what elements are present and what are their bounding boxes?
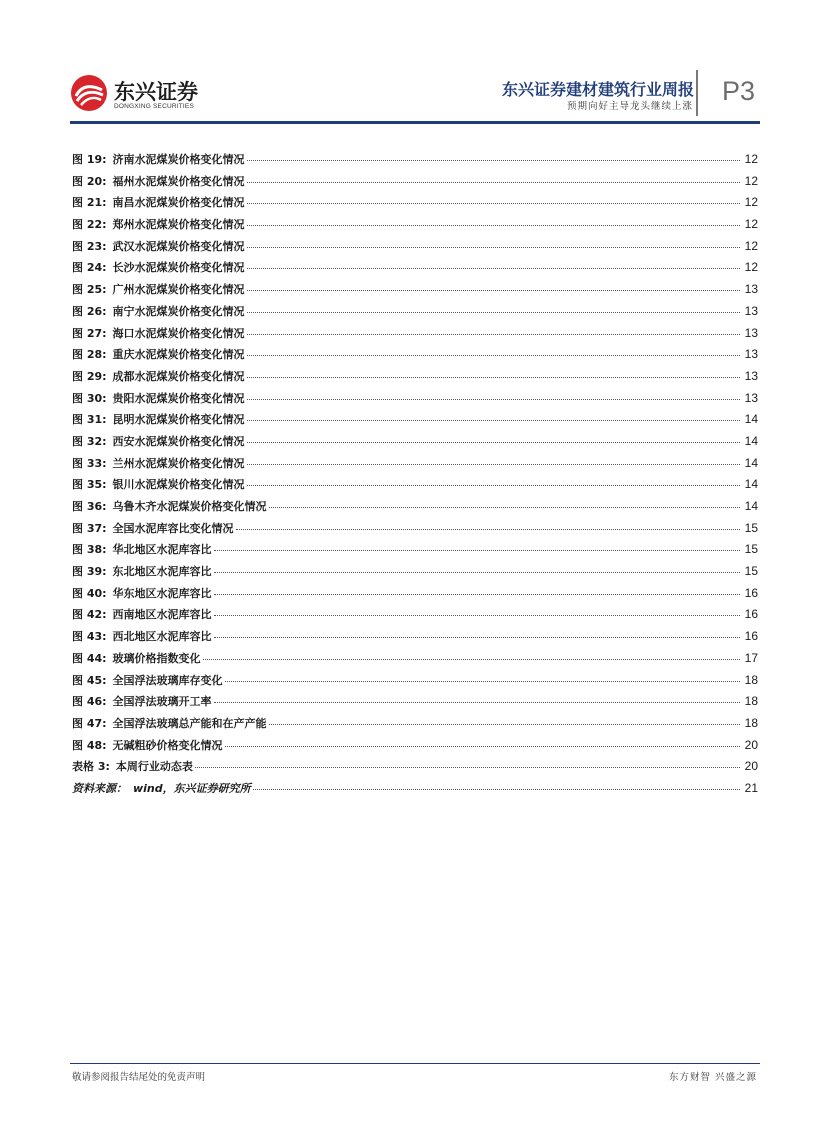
toc-entry-title: 昆明水泥煤炭价格变化情况 xyxy=(112,413,245,427)
toc-entry-page: 12 xyxy=(744,238,758,253)
toc-entry[interactable] xyxy=(72,672,758,694)
toc-entry[interactable] xyxy=(72,411,758,433)
toc-entry-label: 图 21: xyxy=(72,196,107,210)
toc-entry-title: 本周行业动态表 xyxy=(115,760,193,774)
toc-entry[interactable] xyxy=(72,693,758,715)
toc-entry[interactable] xyxy=(72,498,758,520)
logo-subtitle: DONGXING SECURITIES xyxy=(114,103,195,110)
toc-entry[interactable] xyxy=(72,151,758,173)
toc-entry-page: 12 xyxy=(744,260,758,275)
toc-entry-label: 图 32: xyxy=(72,434,107,448)
toc-entry-label: 图 39: xyxy=(72,565,107,579)
toc-entry-title: 全国浮法玻璃开工率 xyxy=(112,695,212,709)
toc-entry[interactable] xyxy=(72,325,758,347)
table-of-contents xyxy=(72,151,758,802)
toc-leader-dots xyxy=(225,746,740,747)
toc-entry[interactable] xyxy=(72,259,758,281)
toc-entry-label: 图 43: xyxy=(72,630,107,644)
toc-entry[interactable] xyxy=(72,238,758,260)
toc-entry-title: 福州水泥煤炭价格变化情况 xyxy=(112,174,245,188)
toc-entry-label: 图 45: xyxy=(72,673,107,687)
toc-leader-dots xyxy=(247,334,740,335)
footer-slogan: 东方财智 兴盛之源 xyxy=(668,1072,757,1083)
toc-leader-dots xyxy=(247,160,740,161)
toc-entry-page: 13 xyxy=(744,347,758,362)
toc-leader-dots xyxy=(247,225,740,226)
toc-entry-label: 表格 3: xyxy=(72,760,110,774)
toc-entry-label: 图 19: xyxy=(72,153,107,166)
toc-leader-dots xyxy=(247,399,740,400)
toc-entry-title: 全国浮法玻璃库存变化 xyxy=(112,673,223,687)
toc-entry[interactable] xyxy=(72,455,758,477)
toc-entry[interactable] xyxy=(72,390,758,412)
toc-entry-label: 图 24: xyxy=(72,261,107,275)
toc-entry-page: 20 xyxy=(744,759,758,774)
toc-entry-title: 武汉水泥煤炭价格变化情况 xyxy=(112,239,245,253)
toc-entry-title: 西安水泥煤炭价格变化情况 xyxy=(112,434,245,448)
toc-leader-dots xyxy=(214,702,740,703)
toc-entry-label: 图 48: xyxy=(72,738,107,752)
toc-entry-title: 华东地区水泥库容比 xyxy=(112,586,212,600)
toc-leader-dots xyxy=(247,464,740,465)
toc-entry-label: 图 22: xyxy=(72,218,107,232)
toc-entry-title: 全国浮法玻璃总产能和在产产能 xyxy=(112,716,267,730)
toc-entry-page: 15 xyxy=(744,564,758,579)
toc-entry-title: 西南地区水泥库容比 xyxy=(112,608,212,622)
toc-entry[interactable] xyxy=(72,780,758,802)
toc-entry-label: 图 47: xyxy=(72,716,107,730)
toc-entry-page: 12 xyxy=(744,152,758,166)
logo-name: 东兴证券 xyxy=(114,80,198,104)
toc-entry-page: 18 xyxy=(744,694,758,709)
toc-entry-page: 14 xyxy=(744,477,758,492)
toc-entry-label: 图 42: xyxy=(72,608,107,622)
toc-entry-title: 重庆水泥煤炭价格变化情况 xyxy=(112,348,245,362)
toc-entry-label: 图 26: xyxy=(72,304,107,318)
toc-entry[interactable] xyxy=(72,737,758,759)
toc-entry[interactable] xyxy=(72,173,758,195)
toc-entry-page: 12 xyxy=(744,173,758,188)
page-number: P3 xyxy=(722,76,756,106)
toc-leader-dots xyxy=(236,529,740,530)
toc-entry-page: 13 xyxy=(744,368,758,383)
toc-entry-title: 成都水泥煤炭价格变化情况 xyxy=(112,369,245,383)
report-subtitle: 预期向好主导龙头继续上涨 xyxy=(566,101,693,112)
toc-leader-dots xyxy=(247,485,740,486)
toc-entry-page: 14 xyxy=(744,455,758,470)
toc-entry-label: 图 35: xyxy=(72,478,107,492)
toc-entry-title: 兰州水泥煤炭价格变化情况 xyxy=(112,456,245,470)
toc-entry-page: 16 xyxy=(744,607,758,622)
toc-entry-page: 13 xyxy=(744,325,758,340)
toc-entry-page: 15 xyxy=(744,542,758,557)
toc-leader-dots xyxy=(269,724,740,725)
toc-entry-title: 华北地区水泥库容比 xyxy=(112,543,212,557)
toc-entry[interactable] xyxy=(72,194,758,216)
footer-rule xyxy=(70,1063,760,1064)
toc-leader-dots xyxy=(247,268,740,269)
toc-entry-page: 14 xyxy=(744,412,758,427)
toc-entry[interactable] xyxy=(72,563,758,585)
toc-leader-dots xyxy=(247,312,740,313)
footer-disclaimer: 敬请参阅报告结尾处的免责声明 xyxy=(72,1072,206,1083)
toc-entry-title: 乌鲁木齐水泥煤炭价格变化情况 xyxy=(112,500,267,513)
toc-entry-title: 玻璃价格指数变化 xyxy=(112,651,201,665)
toc-entry-label: 图 25: xyxy=(72,283,107,297)
header-divider xyxy=(696,70,698,116)
toc-entry-page: 13 xyxy=(744,282,758,297)
toc-leader-dots xyxy=(247,355,740,356)
page-header xyxy=(0,0,827,126)
toc-entry-label: 图 20: xyxy=(72,174,107,188)
toc-entry[interactable] xyxy=(72,433,758,455)
toc-entry-page: 16 xyxy=(744,629,758,644)
toc-entry-title: 南昌水泥煤炭价格变化情况 xyxy=(112,196,245,210)
toc-entry-title: 贵阳水泥煤炭价格变化情况 xyxy=(112,391,245,405)
toc-entry-label: 图 44: xyxy=(72,651,107,665)
toc-entry-page: 12 xyxy=(744,217,758,232)
toc-entry-page: 18 xyxy=(744,715,758,730)
toc-entry-label: 图 33: xyxy=(72,456,107,470)
toc-entry-title: 东北地区水泥库容比 xyxy=(112,565,212,579)
toc-leader-dots xyxy=(247,442,740,443)
toc-entry-page: 13 xyxy=(744,390,758,405)
toc-entry[interactable] xyxy=(72,715,758,737)
toc-entry[interactable] xyxy=(72,606,758,628)
toc-leader-dots xyxy=(203,659,740,660)
toc-entry[interactable] xyxy=(72,281,758,303)
toc-leader-dots xyxy=(225,681,740,682)
toc-entry-page: 17 xyxy=(744,650,758,665)
toc-entry-label: 图 31: xyxy=(72,413,107,427)
toc-entry-label: 资料来源： xyxy=(72,781,127,795)
toc-leader-dots xyxy=(214,637,740,638)
toc-leader-dots xyxy=(214,550,740,551)
toc-entry-page: 20 xyxy=(744,737,758,752)
toc-entry[interactable] xyxy=(72,368,758,390)
toc-entry[interactable] xyxy=(72,758,758,780)
toc-leader-dots xyxy=(214,572,740,573)
toc-entry[interactable] xyxy=(72,346,758,368)
toc-leader-dots xyxy=(195,767,740,768)
toc-entry-page: 16 xyxy=(744,585,758,600)
toc-entry-title: 广州水泥煤炭价格变化情况 xyxy=(112,283,245,297)
toc-entry-title: 无碱粗砂价格变化情况 xyxy=(112,738,223,752)
toc-entry-page: 14 xyxy=(744,499,758,513)
toc-leader-dots xyxy=(247,377,740,378)
report-title: 东兴证券建材建筑行业周报 xyxy=(501,80,694,99)
toc-entry-title: 银川水泥煤炭价格变化情况 xyxy=(112,478,245,492)
toc-leader-dots xyxy=(247,247,740,248)
toc-entry[interactable] xyxy=(72,520,758,542)
toc-entry-label: 图 38: xyxy=(72,543,107,557)
toc-entry-page: 14 xyxy=(744,433,758,448)
toc-entry-label: 图 30: xyxy=(72,391,107,405)
toc-entry[interactable] xyxy=(72,650,758,672)
toc-entry-title: 海口水泥煤炭价格变化情况 xyxy=(112,326,245,340)
toc-entry-title: 全国水泥库容比变化情况 xyxy=(112,521,234,535)
toc-entry-label: 图 28: xyxy=(72,348,107,362)
toc-leader-dots xyxy=(269,507,740,508)
toc-entry-label: 图 37: xyxy=(72,521,107,535)
toc-entry-label: 图 46: xyxy=(72,695,107,709)
toc-entry[interactable] xyxy=(72,628,758,650)
toc-entry[interactable] xyxy=(72,476,758,498)
toc-leader-dots xyxy=(247,420,740,421)
toc-entry[interactable] xyxy=(72,303,758,325)
toc-entry-label: 图 23: xyxy=(72,239,107,253)
toc-entry-label: 图 27: xyxy=(72,326,107,340)
toc-entry[interactable] xyxy=(72,541,758,563)
toc-entry-page: 13 xyxy=(744,303,758,318)
company-logo xyxy=(70,74,200,114)
toc-leader-dots xyxy=(247,203,740,204)
toc-entry-title: 济南水泥煤炭价格变化情况 xyxy=(112,153,245,166)
toc-entry[interactable] xyxy=(72,585,758,607)
toc-entry-label: 图 29: xyxy=(72,369,107,383)
toc-entry-title: 南宁水泥煤炭价格变化情况 xyxy=(112,304,245,318)
toc-leader-dots xyxy=(214,594,740,595)
header-rule xyxy=(70,121,760,124)
toc-entry-page: 21 xyxy=(744,780,758,795)
toc-leader-dots xyxy=(247,182,740,183)
toc-leader-dots xyxy=(214,615,740,616)
toc-entry-title: 郑州水泥煤炭价格变化情况 xyxy=(112,218,245,232)
toc-leader-dots xyxy=(247,290,740,291)
toc-entry-page: 18 xyxy=(744,672,758,687)
toc-entry-title: wind，东兴证券研究所 xyxy=(133,781,251,795)
toc-entry-label: 图 36: xyxy=(72,500,107,513)
toc-entry-page: 15 xyxy=(744,520,758,535)
toc-entry-title: 西北地区水泥库容比 xyxy=(112,630,212,644)
toc-leader-dots xyxy=(253,789,740,790)
toc-entry-label: 图 40: xyxy=(72,586,107,600)
toc-entry[interactable] xyxy=(72,216,758,238)
dongxing-logo-icon xyxy=(70,74,108,112)
toc-entry-page: 12 xyxy=(744,195,758,210)
toc-entry-title: 长沙水泥煤炭价格变化情况 xyxy=(112,261,245,275)
